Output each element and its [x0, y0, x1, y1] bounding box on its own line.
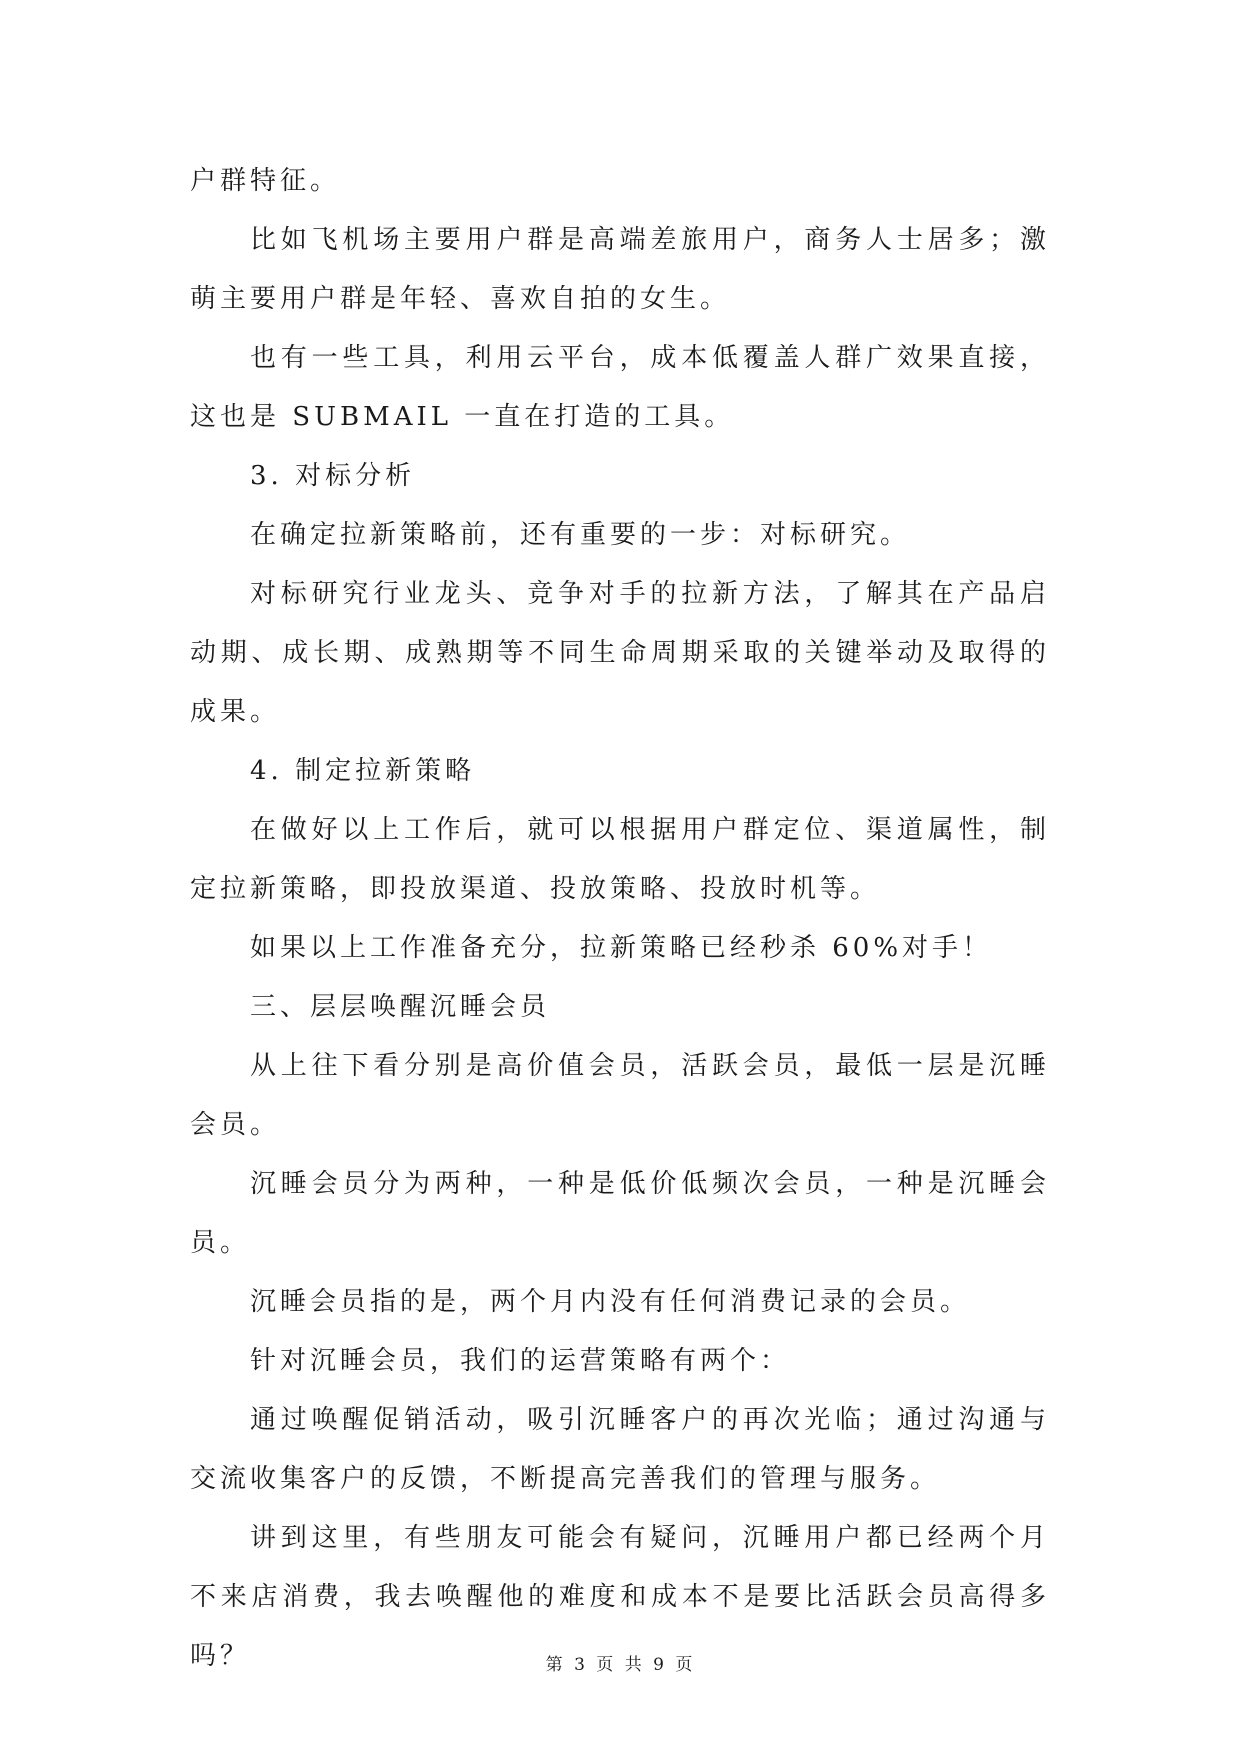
paragraph-5: 在确定拉新策略前，还有重要的一步：对标研究。 [250, 520, 911, 550]
paragraph-2: 比如飞机场主要用户群是高端差旅用户，商务人士居多；激萌主要用户群是年轻、喜欢自拍的女生。 [190, 225, 1050, 314]
paragraph-6: 对标研究行业龙头、竞争对手的拉新方法，了解其在产品启动期、成长期、成熟期等不同生命周期采取的关键举动及取得的成果。 [190, 579, 1050, 727]
paragraph-15: 通过唤醒促销活动，吸引沉睡客户的再次光临；通过沟通与交流收集客户的反馈，不断提高完善我们的管理与服务。 [190, 1405, 1050, 1494]
page-footer: 第 3 页 共 9 页 [545, 1655, 696, 1675]
paragraph-12: 沉睡会员分为两种，一种是低价低频次会员，一种是沉睡会员。 [190, 1169, 1050, 1258]
paragraph-11: 从上往下看分别是高价值会员，活跃会员，最低一层是沉睡会员。 [190, 1051, 1050, 1140]
paragraph-16: 讲到这里，有些朋友可能会有疑问，沉睡用户都已经两个月不来店消费，我去唤醒他的难度和成本不是要比活跃会员高得多吗？ [190, 1523, 1050, 1671]
paragraph-3: 也有一些工具，利用云平台，成本低覆盖人群广效果直接，这也是 SUBMAIL 一直在打造的工具。 [190, 343, 1050, 432]
paragraph-1: 户群特征。 [190, 166, 341, 196]
paragraph-14: 针对沉睡会员，我们的运营策略有两个： [250, 1346, 791, 1376]
paragraph-9: 如果以上工作准备充分，拉新策略已经秒杀 60%对手！ [250, 933, 993, 963]
section-heading-strategy: 4. 制定拉新策略 [250, 756, 476, 786]
section-heading-sleeping-members: 三、层层唤醒沉睡会员 [250, 992, 551, 1022]
paragraph-8: 在做好以上工作后，就可以根据用户群定位、渠道属性，制定拉新策略，即投放渠道、投放策略、投放时机等。 [190, 815, 1050, 904]
paragraph-13: 沉睡会员指的是，两个月内没有任何消费记录的会员。 [250, 1287, 971, 1317]
section-heading-benchmark: 3. 对标分析 [250, 461, 416, 491]
document-body [190, 152, 1050, 1686]
